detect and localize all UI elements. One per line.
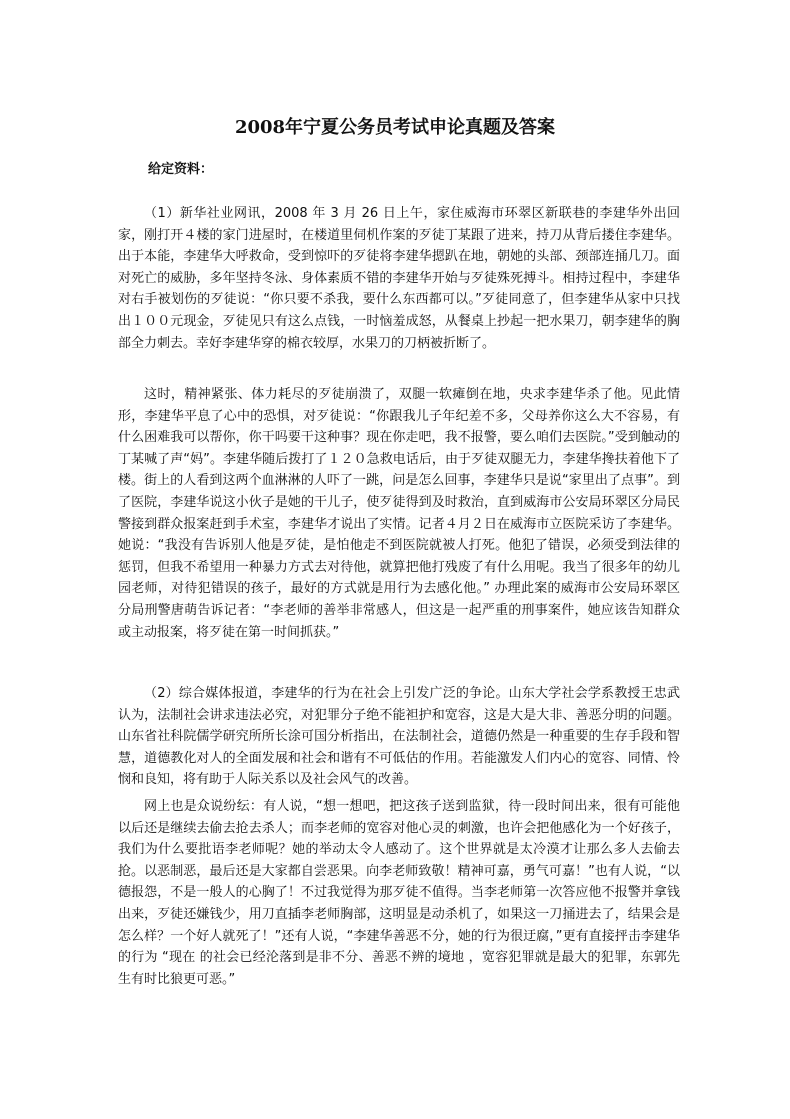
- paragraph-4: 网上也是众说纷纭：有人说，“想一想吧，把这孩子送到监狱，待一段时间出来，很有可能他以后还是继续去偷去抢去杀人；而李老师的宽容对他心灵的刺激，也许会把他感化为一个好孩子，我们为什么要批语李老师呢？她的举动太令人感动了。这个世界就是太冷漠才让那么多人去偷去抢。以恶制恶，最后还是大家都自尝恶果。向李老师致敬！精神可嘉，勇气可嘉！”也有人说，“以德报怨，不是一般人的心胸了！不过我觉得为那歹徒不值得。当李老师第一次答应他不报警并拿钱出来，歹徒还嫌钱少，用刀直插李老师胸部，这明显是动杀机了，如果这一刀捅进去了，结果会是怎么样？一个好人就死了！”还有人说，“李建华善恶不分，她的行为很迂腐，”更有直接抨击李建华的行为 “现在 的社会已经沦落到是非不分、善恶不辨的境地 ，宽容犯罪就是最大的犯罪，东郭先生有时比狼更可恶。”: [118, 799, 680, 987]
- paragraph-3: （2）综合媒体报道，李建华的行为在社会上引发广泛的争论。山东大学社会学系教授王忠武认为，法制社会讲求违法必究，对犯罪分子绝不能袒护和宽容，这是大是大非、善恶分明的问题。山东省社科院儒学研究所所长涂可国分析指出，在法制社会，道德仍然是一种重要的生存手段和智慧，道德教化对人的全面发展和社会和谐有不可低估的作用。若能激发人们内心的宽容、同情、怜悯和良知，将有助于人际关系以及社会风气的改善。: [118, 686, 680, 788]
- paragraph-2: 这时，精神紧张、体力耗尽的歹徒崩溃了，双腿一软瘫倒在地，央求李建华杀了他。见此情形，李建华平息了心中的恐惧，对歹徒说：“你跟我儿子年纪差不多，父母养你这么大不容易，有什么困难我可以帮你，你干吗要干这种事？现在你走吧，我不报警，要么咱们去医院。”受到触动的丁某喊了声“妈”。李建华随后拨打了１２０急救电话后，由于歹徒双腿无力，李建华搀扶着他下了楼。街上的人看到这两个血淋淋的人吓了一跳，问是怎么回事，李建华只是说“家里出了点事”。到了医院，李建华说这小伙子是她的干儿子，使歹徒得到及时救治，直到威海市公安局环翠区分局民警接到群众报案赶到手术室，李建华才说出了实情。记者４月２日在威海市立医院采访了李建华。她说：“我没有告诉别人他是歹徒，是怕他走不到医院就被人打死。他犯了错误，必须受到法律的惩罚，但我不希望用一种暴力方式去对待他，就算把他打残废了有什么用呢。我当了很多年的幼儿园老师，对待犯错误的孩子，最好的方式就是用行为去感化他。” 办理此案的威海市公安局环翠区分局刑警唐萌告诉记者：“李老师的善举非常感人，但这是一起严重的刑事案件，她应该告知群众或主动报案，将歹徒在第一时间抓获。”: [118, 387, 680, 640]
- section-label: 给定资料：: [148, 162, 214, 177]
- document-title: 2008年宁夏公务员考试申论真题及答案: [234, 117, 556, 139]
- paragraph-1: （1）新华社业网讯，2008 年 3 月 26 日上午，家住威海市环翠区新联巷的李建华外出回家，刚打开４楼的家门进屋时，在楼道里伺机作案的歹徒丁某跟了进来，持刀从背后搂住李建华。出于本能，李建华大呼救命，受到惊吓的歹徒将李建华摁趴在地，朝她的头部、颈部连捅几刀。面对死亡的威胁，多年坚持冬泳、身体素质不错的李建华开始与歹徒殊死搏斗。相持过程中，李建华对右手被划伤的歹徒说：“你只要不杀我，要什么东西都可以。”歹徒同意了，但李建华从家中只找出１００元现金，歹徒见只有这么点钱，一时恼羞成怒，从餐桌上抄起一把水果刀，朝李建华的胸部全力刺去。幸好李建华穿的棉衣较厚，水果刀的刀柄被折断了。: [118, 206, 680, 351]
